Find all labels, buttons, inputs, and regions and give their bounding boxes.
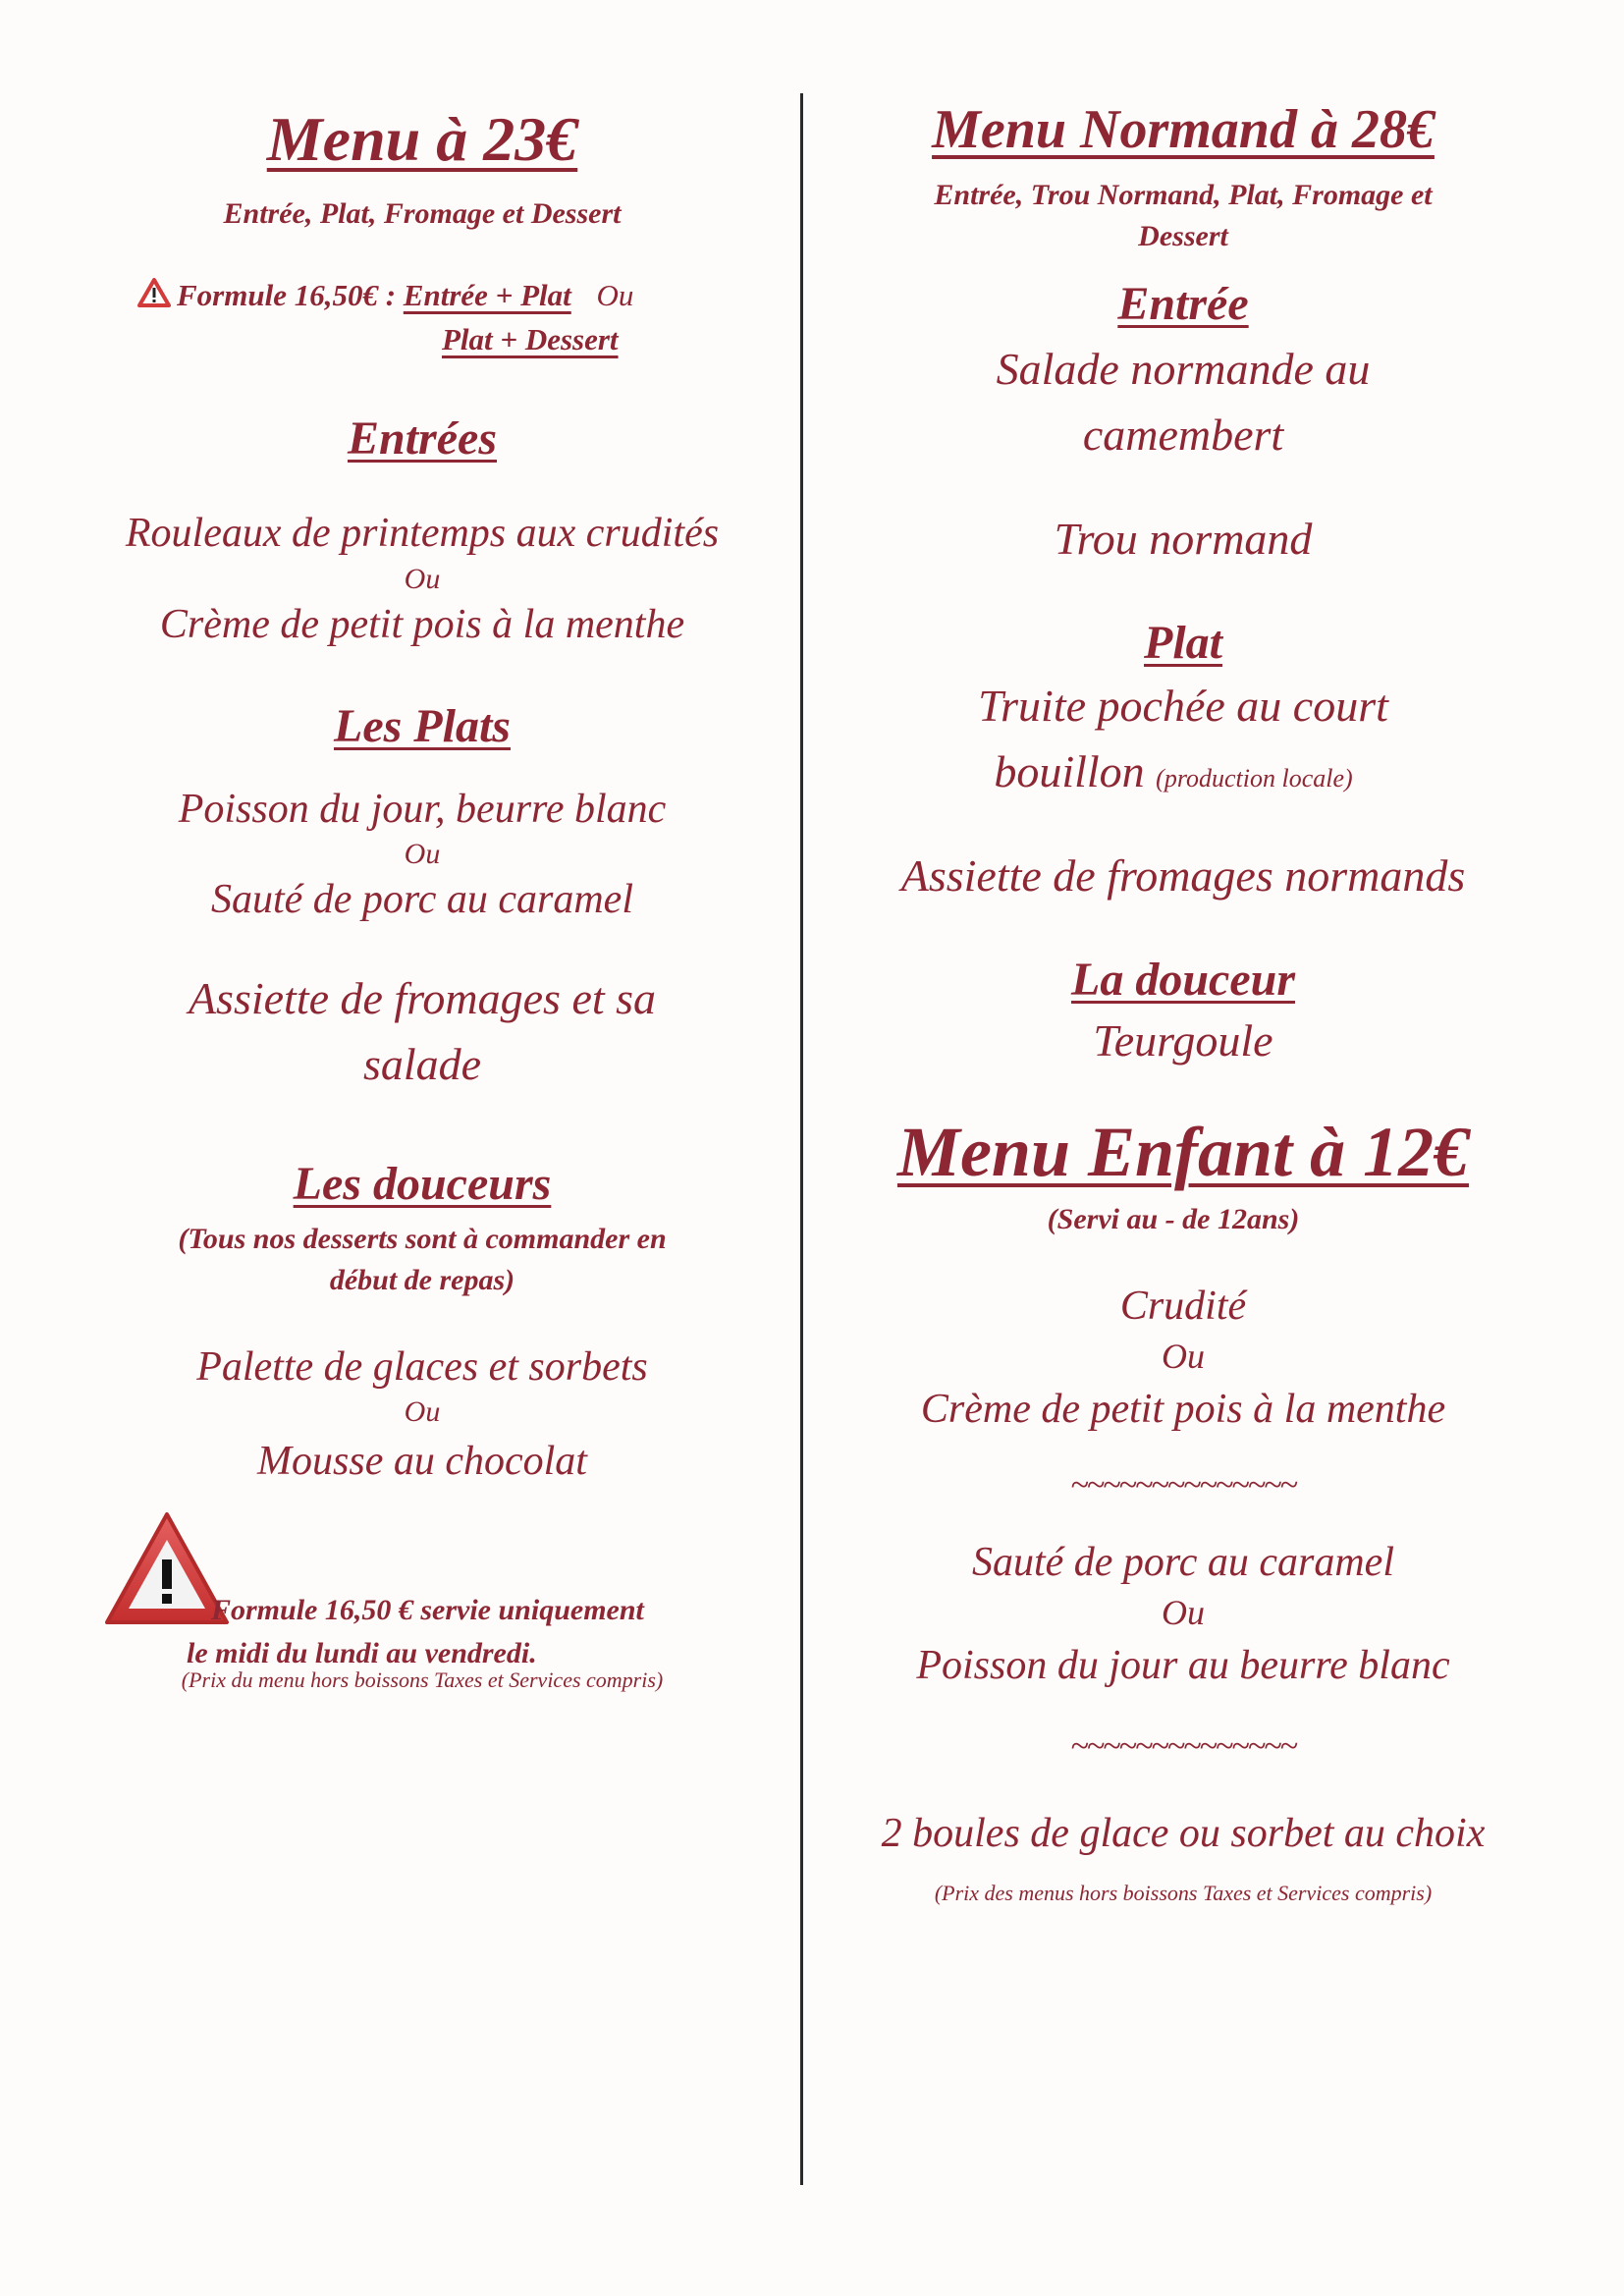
formule-line-2 <box>442 318 619 362</box>
trou-normand: Trou normand <box>1054 514 1313 565</box>
normand-plat-line-1: Truite pochée au court <box>978 681 1388 732</box>
normand-plat-line-2-row <box>815 739 1532 805</box>
douceurs-heading: Les douceurs <box>293 1157 552 1210</box>
formule-or: Ou <box>596 278 634 312</box>
enfant-price-note: (Prix des menus hors boissons Taxes et Services compris) <box>934 1880 1433 1905</box>
entree-or: Ou <box>404 562 441 595</box>
formule-line-1 <box>137 274 633 318</box>
formule-block <box>79 274 766 362</box>
dessert-or: Ou <box>404 1395 441 1429</box>
enfant-plat-1: Sauté de porc au caramel <box>971 1540 1394 1586</box>
normand-douceur-heading: La douceur <box>1071 954 1295 1007</box>
normand-entree-line-2: camembert <box>1082 409 1284 460</box>
column-divider <box>800 93 803 2185</box>
menu-enfant-title: Menu Enfant à 12€ <box>896 1112 1470 1191</box>
entrees-heading: Entrées <box>347 412 497 465</box>
enfant-separator-2: ~~~~~~~~~~~~~~ <box>1070 1728 1296 1765</box>
formule-option-2: Plat + Dessert <box>442 322 619 356</box>
plat-item-2: Sauté de porc au caramel <box>210 877 633 923</box>
douceurs-note-line-2: début de repas) <box>329 1263 515 1296</box>
plat-or: Ou <box>404 838 441 871</box>
enfant-plat-2: Poisson du jour au beurre blanc <box>916 1643 1450 1689</box>
normand-entree-heading: Entrée <box>1117 278 1249 330</box>
douceurs-note-line-1: (Tous nos desserts sont à commander en <box>178 1222 667 1255</box>
dessert-item-1: Palette de glaces et sorbets <box>196 1343 648 1390</box>
warning-triangle-icon <box>137 278 171 307</box>
normand-plat-heading: Plat <box>1144 617 1222 670</box>
normand-plat-note: (production locale) <box>1156 763 1353 793</box>
menu-23-subtitle: Entrée, Plat, Fromage et Dessert <box>223 197 622 230</box>
menu-23-price-note: (Prix du menu hors boissons Taxes et Services compris) <box>181 1667 664 1693</box>
menu-normand-column <box>835 98 1532 1906</box>
entree-item-2: Crème de petit pois à la menthe <box>159 601 685 647</box>
warning-block <box>79 1510 766 1669</box>
warning-line-2: le midi du lundi au vendredi. <box>187 1636 537 1669</box>
enfant-entree-2: Crème de petit pois à la menthe <box>920 1386 1446 1432</box>
fromage-line-2: salade <box>362 1038 482 1089</box>
formule-prefix: Formule 16,50€ : <box>177 278 397 312</box>
formule-option-1: Entrée + Plat <box>403 278 571 312</box>
warning-text <box>187 1589 761 1674</box>
menu-normand-title: Menu Normand à 28€ <box>932 99 1435 160</box>
normand-fromage: Assiette de fromages normands <box>900 850 1466 902</box>
menu-normand-subtitle-line-1: Entrée, Trou Normand, Plat, Fromage et <box>934 179 1433 211</box>
warning-line-1: Formule 16,50 € servie uniquement <box>211 1594 644 1627</box>
entree-item-1: Rouleaux de printemps aux crudités <box>125 511 720 556</box>
normand-plat-line-2: bouillon <box>994 745 1145 796</box>
enfant-dessert: 2 boules de glace ou sorbet au choix <box>881 1811 1486 1856</box>
fromage-line-1: Assiette de fromages et sa <box>188 973 657 1024</box>
normand-douceur-item: Teurgoule <box>1093 1015 1273 1066</box>
dessert-item-2: Mousse au chocolat <box>257 1439 587 1485</box>
enfant-or-1: Ou <box>1162 1336 1205 1376</box>
enfant-entree-1: Crudité <box>1119 1283 1247 1329</box>
normand-entree-line-1: Salade normande au <box>996 344 1371 394</box>
plat-item-1: Poisson du jour, beurre blanc <box>178 786 667 832</box>
menu-enfant-note: (Servi au - de 12ans) <box>1047 1202 1300 1235</box>
enfant-separator-1: ~~~~~~~~~~~~~~ <box>1070 1467 1296 1504</box>
plats-heading: Les Plats <box>334 699 511 752</box>
menu-23-title: Menu à 23€ <box>266 104 578 174</box>
menu-normand-subtitle-line-2: Dessert <box>1138 220 1228 252</box>
enfant-or-2: Ou <box>1162 1593 1205 1633</box>
menu-23-column <box>79 103 766 1693</box>
